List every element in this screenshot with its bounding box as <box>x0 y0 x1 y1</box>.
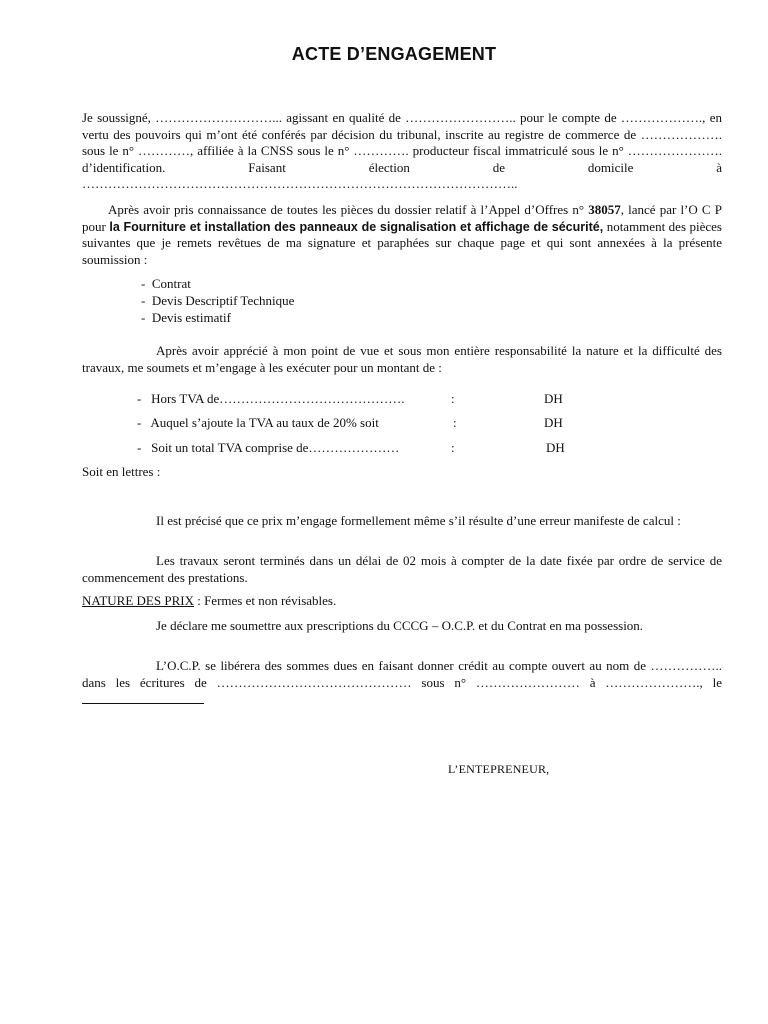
commitment-paragraph <box>82 343 722 376</box>
tender-paragraph <box>82 202 722 268</box>
commitment-text: Après avoir apprécié à mon point de vue et sous mon entière responsabilité la nature et la difficulté des travaux, me soumets et m’engage à les exécuter pour un montant de : <box>82 343 722 375</box>
document-title: ACTE D’ENGAGEMENT <box>291 44 497 64</box>
currency-unit: DH <box>544 415 563 430</box>
tender-subject: la Fourniture et installation des panneaux de signalisation et affichage de sécurité, <box>109 219 604 234</box>
price-label: Hors TVA de……………………………………. <box>151 391 405 406</box>
price-row-tva: - Auquel s’ajoute la TVA au taux de 20% soit : DH <box>137 415 563 430</box>
list-item: - Devis Descriptif Technique <box>141 293 295 308</box>
identity-text: Je soussigné, ………………………... agissant en qualité de …………………….. pour le compte de ………………., en vertu des pouvoirs qui m’ont été conférés par décision du tribunal, inscrite au registre de commerce de ………………. sous le n° …………, affiliée à la CNSS sous le n° …………. producteur fiscal immatriculé sous le n° …………………. d’identification. Faisant élection de domicile à ……………………………………………………………………………………….. <box>82 110 722 191</box>
price-row-ht: - Hors TVA de……………………………………. : DH <box>137 391 563 406</box>
currency-unit: DH <box>546 440 565 455</box>
identity-paragraph <box>82 110 722 193</box>
list-item: - Devis estimatif <box>141 310 231 325</box>
price-nature <box>82 593 336 610</box>
tender-issuer: , lancé par l’O C P pour <box>82 202 722 234</box>
deadline-paragraph: Les travaux seront terminés dans un délai de 02 mois à compter de la date fixée par ordre de service de commencement des prestations. <box>82 553 722 585</box>
tender-intro: Après avoir pris connaissance de toutes les pièces du dossier relatif à l’Appel d’Offres n° <box>108 202 585 217</box>
price-binding-paragraph: Il est précisé que ce prix m’engage formellement même s’il résulte d’une erreur manifeste de calcul : <box>156 513 681 528</box>
payment-paragraph: L’O.C.P. se libérera des sommes dues en faisant donner crédit au compte ouvert au nom de …………….. dans les écritures de ……………………………………… sous n° …………………… à …………………., le <box>82 658 722 709</box>
contractor-signature-label: L’ENTEPRENEUR, <box>448 762 550 776</box>
price-nature-value: : Fermes et non révisables. <box>193 593 337 608</box>
amount-in-words: Soit en lettres : <box>82 464 161 479</box>
price-label: Auquel s’ajoute la TVA au taux de 20% soit <box>150 415 379 430</box>
list-item: - Contrat <box>141 276 191 291</box>
date-blank-line <box>82 691 204 704</box>
tender-number: 38057 <box>588 202 621 217</box>
price-nature-label: NATURE DES PRIX <box>82 593 194 608</box>
compliance-paragraph: Je déclare me soumettre aux prescriptions du CCCG – O.C.P. et du Contrat en ma possession. <box>156 618 644 633</box>
currency-unit: DH <box>544 391 563 406</box>
tender-annex-text: notamment des pièces suivantes que je remets revêtues de ma signature et paraphées sur chaque page et qui sont annexées à la présente soumission : <box>82 218 722 267</box>
price-row-ttc: - Soit un total TVA comprise de………………… : DH <box>137 440 565 455</box>
price-label: Soit un total TVA comprise de………………… <box>151 440 400 455</box>
annex-list <box>141 276 294 327</box>
